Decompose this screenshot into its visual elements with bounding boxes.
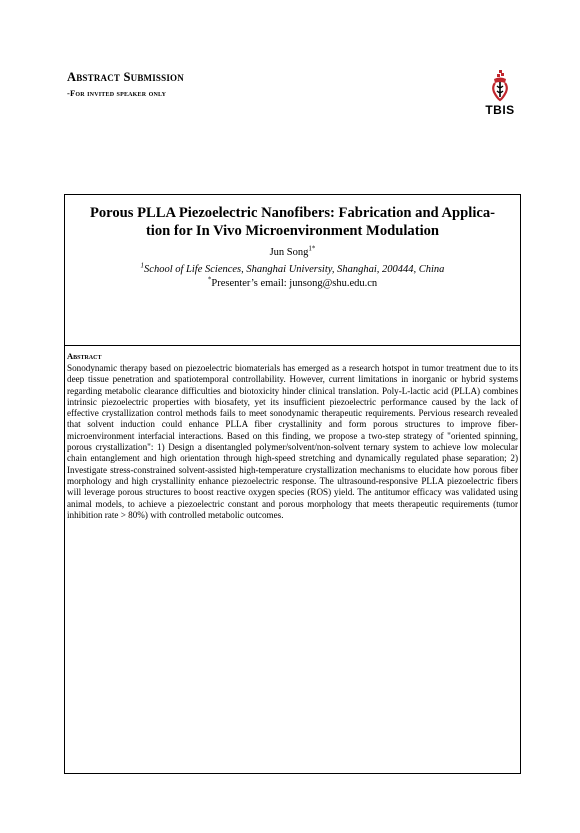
affiliation-mark: 1: [140, 261, 145, 270]
abstract-heading: Abstract: [67, 351, 102, 361]
author-marks: 1*: [308, 244, 316, 253]
abstract-body: Sonodynamic therapy based on piezoelectric biomaterials has emerged as a research hotspot in tumor treatment due to its deep tissue penetration and spatiotemporal controllability. However, current limitations in inorganic or hybrid systems regarding metabolic clearance difficulties and biotoxicity hinder clinical translation. Poly-L-lactic acid (PLLA) combines intrinsic piezoelectric properties with biosafety, yet its insufficient piezoelectric performance caused by the lack of effective crystallization control methods fails to meet sonodynamic therapeutic requirements. Pervious research revealed that solvent induction could enhance PLLA fiber crystallinity and form porous structures to improve fiber-microenvironment interfacial interactions. Based on this finding, we propose a two-step strategy of "oriented spinning, porous crystallization": 1) Design a disentangled polymer/solvent/non-solvent ternary system to achieve low molecular chain entanglement and high orientation through high-speed stretching and dynamically regulated phase separation; 2) Investigate stress-constrained solvent-assisted high-temperature crystallization mechanisms to elucidate how porous fiber morphology and high crystallinity enhance piezoelectric response. The ultrasound-responsive PLLA piezoelectric fibers will leverage porous structures to boost reactive oxygen species (ROS) yield. The antitumor efficacy was validated using animal models, to achieve a piezoelectric constant and porous morphology that meets therapeutic requirements (tumor inhibition rate > 80%) with controlled metabolic outcomes.: [67, 363, 518, 520]
paper-title-line-2: tion for In Vivo Microenvironment Modulation: [145, 223, 440, 239]
presenter-email: Presenter’s email: junsong@shu.edu.cn: [211, 278, 378, 289]
abstract-box: [64, 345, 521, 774]
tbis-logo-text: TBIS: [485, 103, 515, 117]
paper-title: [65, 204, 520, 240]
presenter-line: [65, 275, 520, 289]
submission-subheading: -For invited speaker only: [67, 88, 167, 98]
title-box: [64, 194, 521, 346]
tbis-logo: [478, 70, 522, 120]
affiliation-line: [65, 261, 520, 275]
tbis-logo-icon: [489, 70, 511, 102]
submission-heading: Abstract Submission: [67, 70, 184, 84]
affiliation-text: School of Life Sciences, Shanghai University, Shanghai, 200444, China: [144, 264, 445, 275]
author-name: Jun Song: [269, 247, 309, 258]
author-line: [65, 244, 520, 258]
paper-title-line-1: Porous PLLA Piezoelectric Nanofibers: Fabrication and Applica-: [89, 205, 496, 221]
presenter-mark: *: [207, 275, 212, 284]
